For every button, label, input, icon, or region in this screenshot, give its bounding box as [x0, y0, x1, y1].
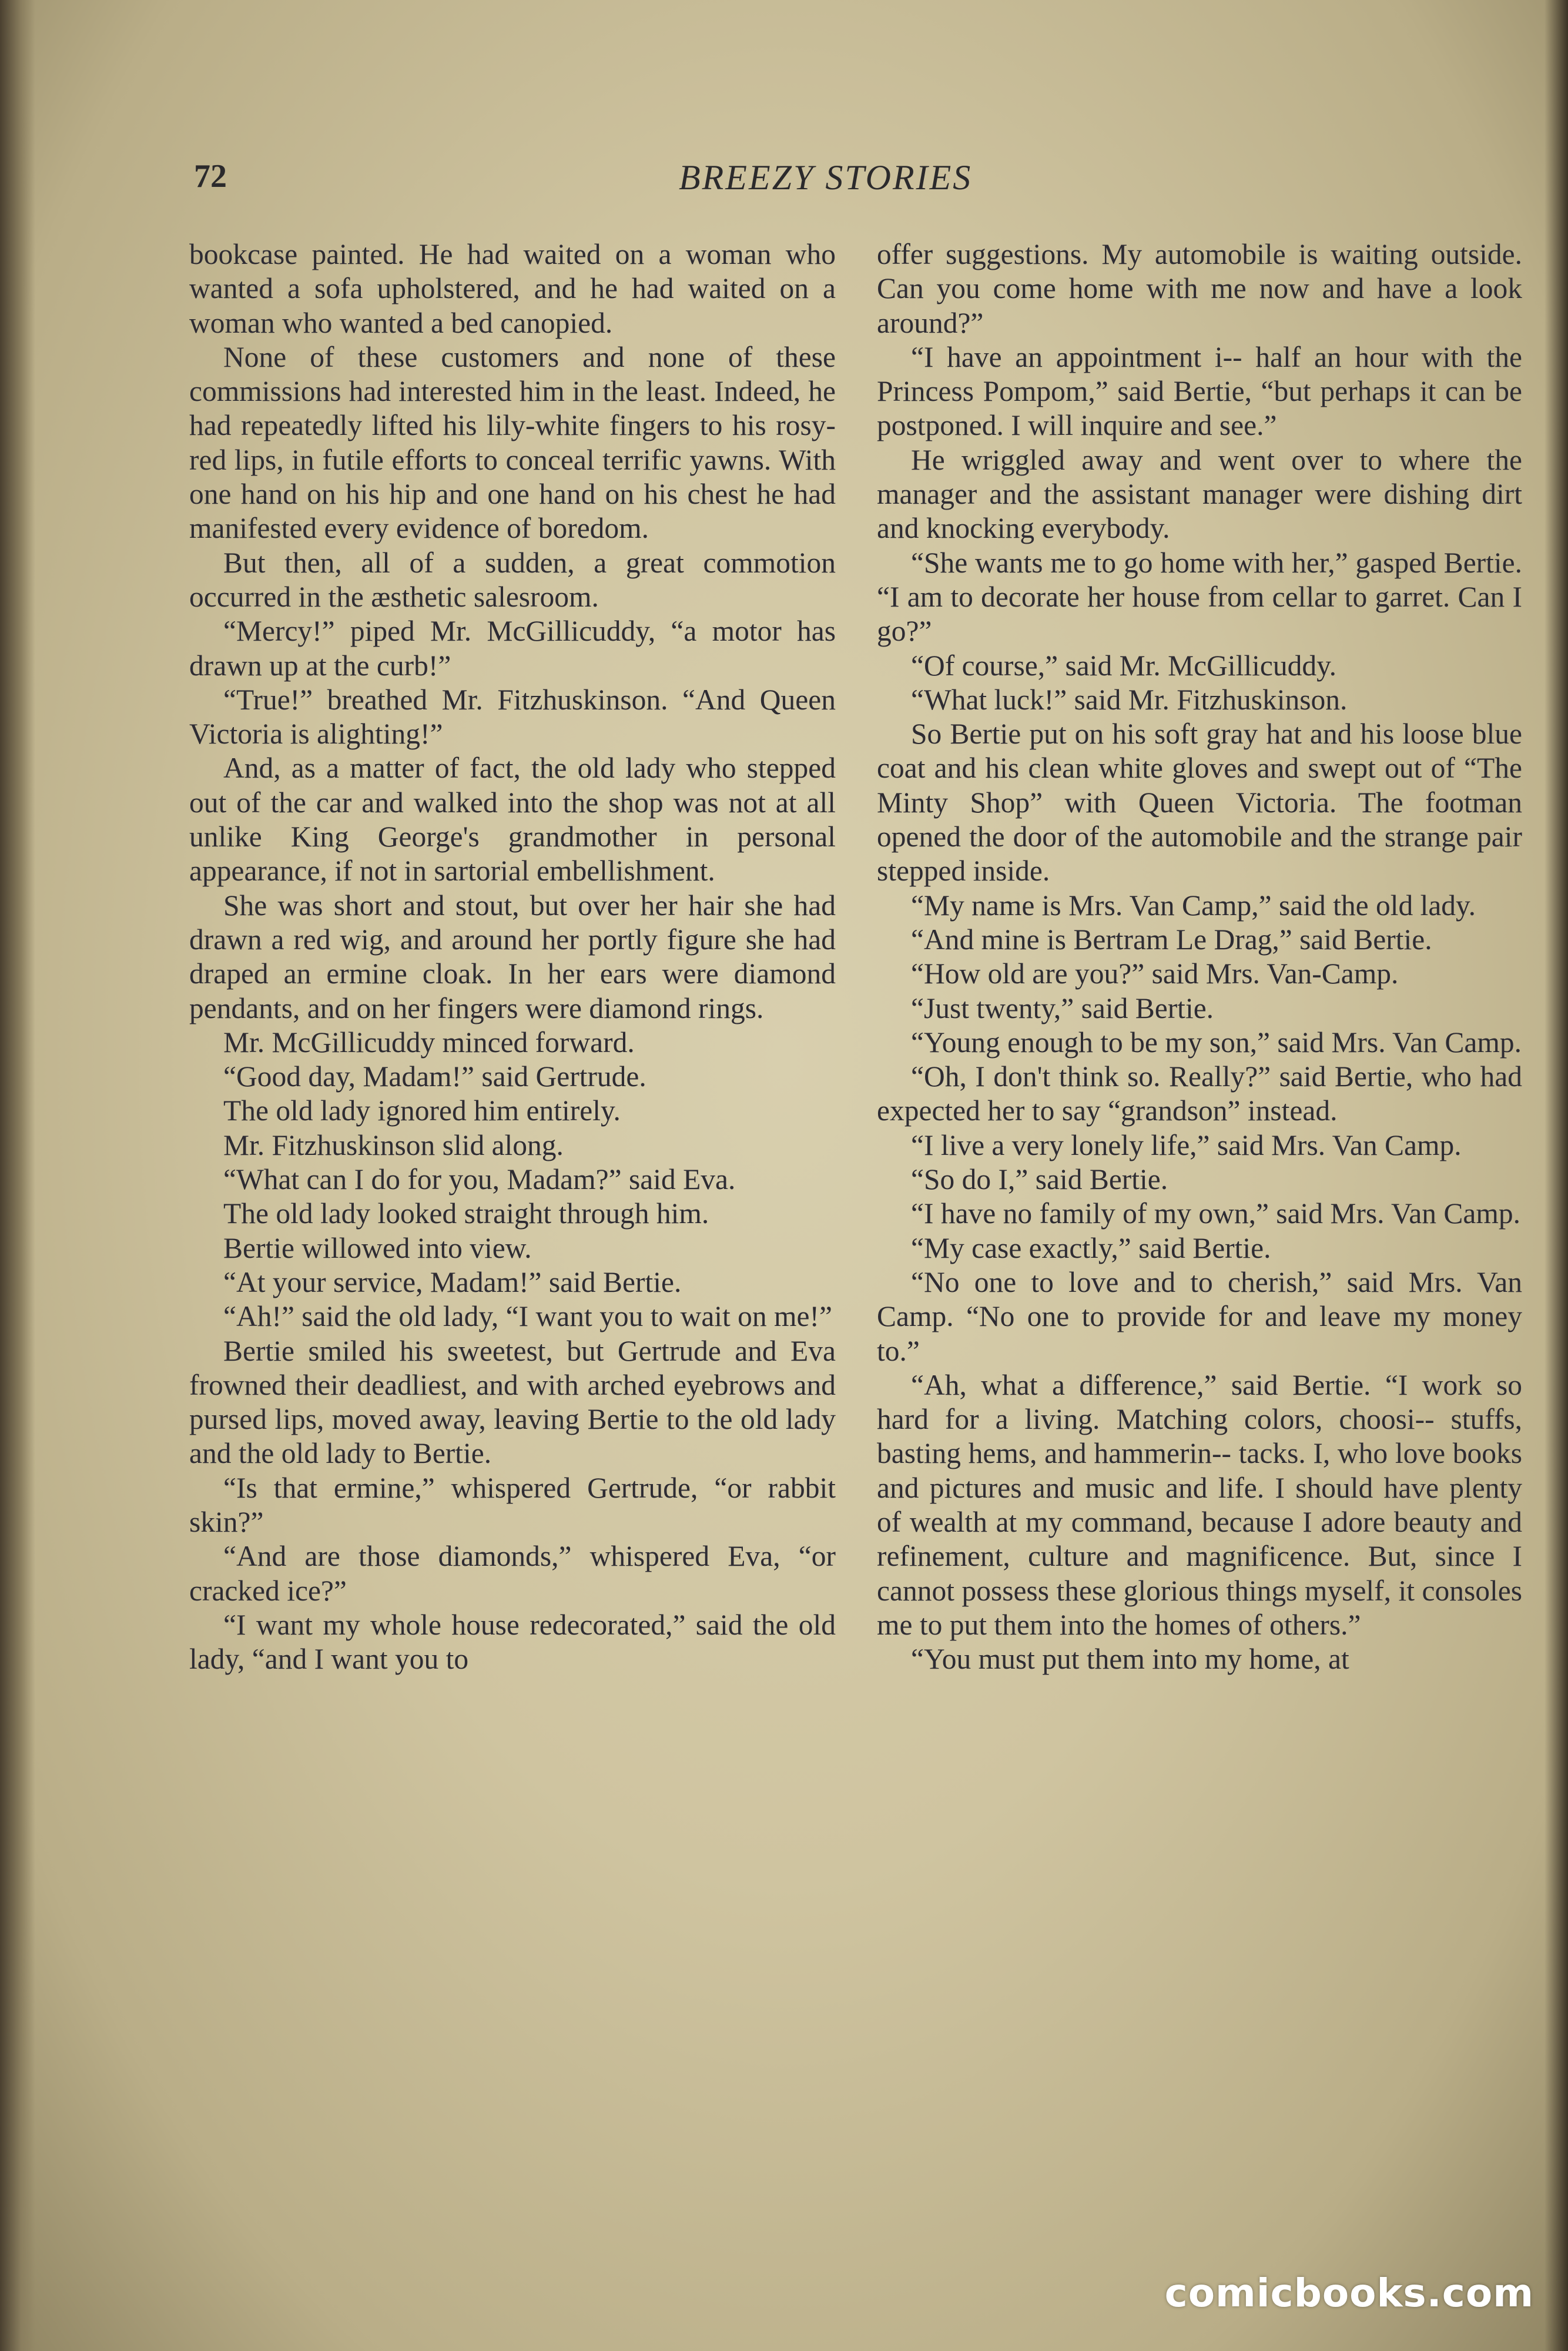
paragraph: “What can I do for you, Madam?” said Eva.: [223, 1163, 736, 1196]
paragraph: bookcase painted. He had waited on a woman who wanted a sofa upholstered, and he had waited on a woman who wanted a bed canopied.: [189, 238, 836, 339]
paragraph: She was short and stout, but over her hair she had drawn a red wig, and around her portly figure she had draped an ermine cloak. In her ears were diamond pendants, and on her fingers were diamond rings.: [189, 889, 836, 1024]
paragraph: “You must put them into my home, at: [911, 1643, 1349, 1676]
paragraph: “Good day, Madam!” said Gertrude.: [223, 1060, 646, 1093]
paragraph: But then, all of a sudden, a great commotion occurred in the æsthetic salesroom.: [189, 546, 836, 613]
paragraph: And, as a matter of fact, the old lady who stepped out of the car and walked into the shop was not at all unlike King George's grandmother in personal appearance, if not in sartorial embellishment.: [189, 752, 836, 888]
paragraph: “So do I,” said Bertie.: [911, 1163, 1168, 1196]
paragraph: “How old are you?” said Mrs. Van-Camp.: [911, 957, 1399, 990]
paragraph: “Oh, I don't think so. Really?” said Bertie, who had expected her to say “grandson” instead.: [877, 1060, 1522, 1127]
paragraph: The old lady looked straight through him.: [223, 1197, 709, 1230]
paragraph: “Just twenty,” said Bertie.: [911, 992, 1214, 1024]
paragraph: “I have no family of my own,” said Mrs. Van Camp.: [911, 1197, 1521, 1230]
paragraph: Mr. McGillicuddy minced forward.: [223, 1026, 635, 1059]
left-text-column: [189, 237, 836, 1676]
paragraph: “My case exactly,” said Bertie.: [911, 1231, 1271, 1264]
paragraph: offer suggestions. My automobile is waiting outside. Can you come home with me now and have a look around?”: [877, 238, 1522, 339]
paragraph: “True!” breathed Mr. Fitzhuskinson. “And Queen Victoria is alighting!”: [189, 683, 836, 751]
paragraph: “At your service, Madam!” said Bertie.: [223, 1265, 682, 1298]
paragraph: “I want my whole house redecorated,” said the old lady, “and I want you to: [189, 1608, 836, 1676]
running-head: BREEZY STORIES: [679, 158, 973, 197]
paragraph: So Bertie put on his soft gray hat and his loose blue coat and his clean white gloves and swept out of “The Minty Shop” with Queen Victoria. The footman opened the door of the automobile and the strange pair stepped inside.: [877, 718, 1522, 888]
paragraph: “Of course,” said Mr. McGillicuddy.: [911, 649, 1336, 682]
page-header: [194, 158, 1528, 205]
paragraph: “My name is Mrs. Van Camp,” said the old lady.: [911, 889, 1476, 922]
paragraph: He wriggled away and went over to where the manager and the assistant manager were dishing dirt and knocking everybody.: [877, 443, 1522, 545]
right-text-column: [877, 237, 1522, 1676]
paragraph: “Young enough to be my son,” said Mrs. Van Camp.: [911, 1026, 1522, 1059]
paragraph: “No one to love and to cherish,” said Mrs. Van Camp. “No one to provide for and leave my money to.”: [877, 1265, 1522, 1367]
paragraph: Mr. Fitzhuskinson slid along.: [223, 1128, 564, 1161]
site-watermark: comicbooks.com: [1164, 2270, 1534, 2316]
paragraph: “And mine is Bertram Le Drag,” said Bertie.: [911, 923, 1432, 956]
paragraph: “What luck!” said Mr. Fitzhuskinson.: [911, 683, 1348, 716]
paragraph: “Is that ermine,” whispered Gertrude, “or rabbit skin?”: [189, 1471, 836, 1538]
paragraph: “Ah!” said the old lady, “I want you to wait on me!”: [223, 1300, 832, 1333]
paragraph: None of these customers and none of these commissions had interested him in the least. Indeed, he had repeatedly lifted his lily-white fingers to his rosy-red lips, in futile efforts to conceal terrific yawns. With one hand on his hip and one hand on his chest he had manifested every evidence of boredom.: [189, 340, 836, 545]
paragraph: The old lady ignored him entirely.: [223, 1094, 621, 1127]
paragraph: “She wants me to go home with her,” gasped Bertie. “I am to decorate her house from cellar to garret. Can I go?”: [877, 546, 1522, 648]
page-number: 72: [194, 158, 227, 195]
paragraph: “I have an appointment i-- half an hour with the Princess Pompom,” said Bertie, “but perhaps it can be postponed. I will inquire and see.”: [877, 340, 1522, 442]
paragraph: “Ah, what a difference,” said Bertie. “I work so hard for a living. Matching colors, choosi-- stuffs, basting hems, and hammerin-- tacks. I, who love books and pictures and music and life. I should have plenty of wealth at my command, because I adore beauty and refinement, culture and magnificence. But, since I cannot possess these glorious things myself, it consoles me to put them into the homes of others.”: [877, 1368, 1522, 1641]
paragraph: Bertie willowed into view.: [223, 1231, 532, 1264]
paragraph: “I live a very lonely life,” said Mrs. Van Camp.: [911, 1128, 1462, 1161]
paragraph: Bertie smiled his sweetest, but Gertrude and Eva frowned their deadliest, and with arched eyebrows and pursed lips, moved away, leaving Bertie to the old lady and the old lady to Bertie.: [189, 1334, 836, 1470]
paragraph: “And are those diamonds,” whispered Eva, “or cracked ice?”: [189, 1540, 836, 1607]
paragraph: “Mercy!” piped Mr. McGillicuddy, “a motor has drawn up at the curb!”: [189, 615, 836, 682]
